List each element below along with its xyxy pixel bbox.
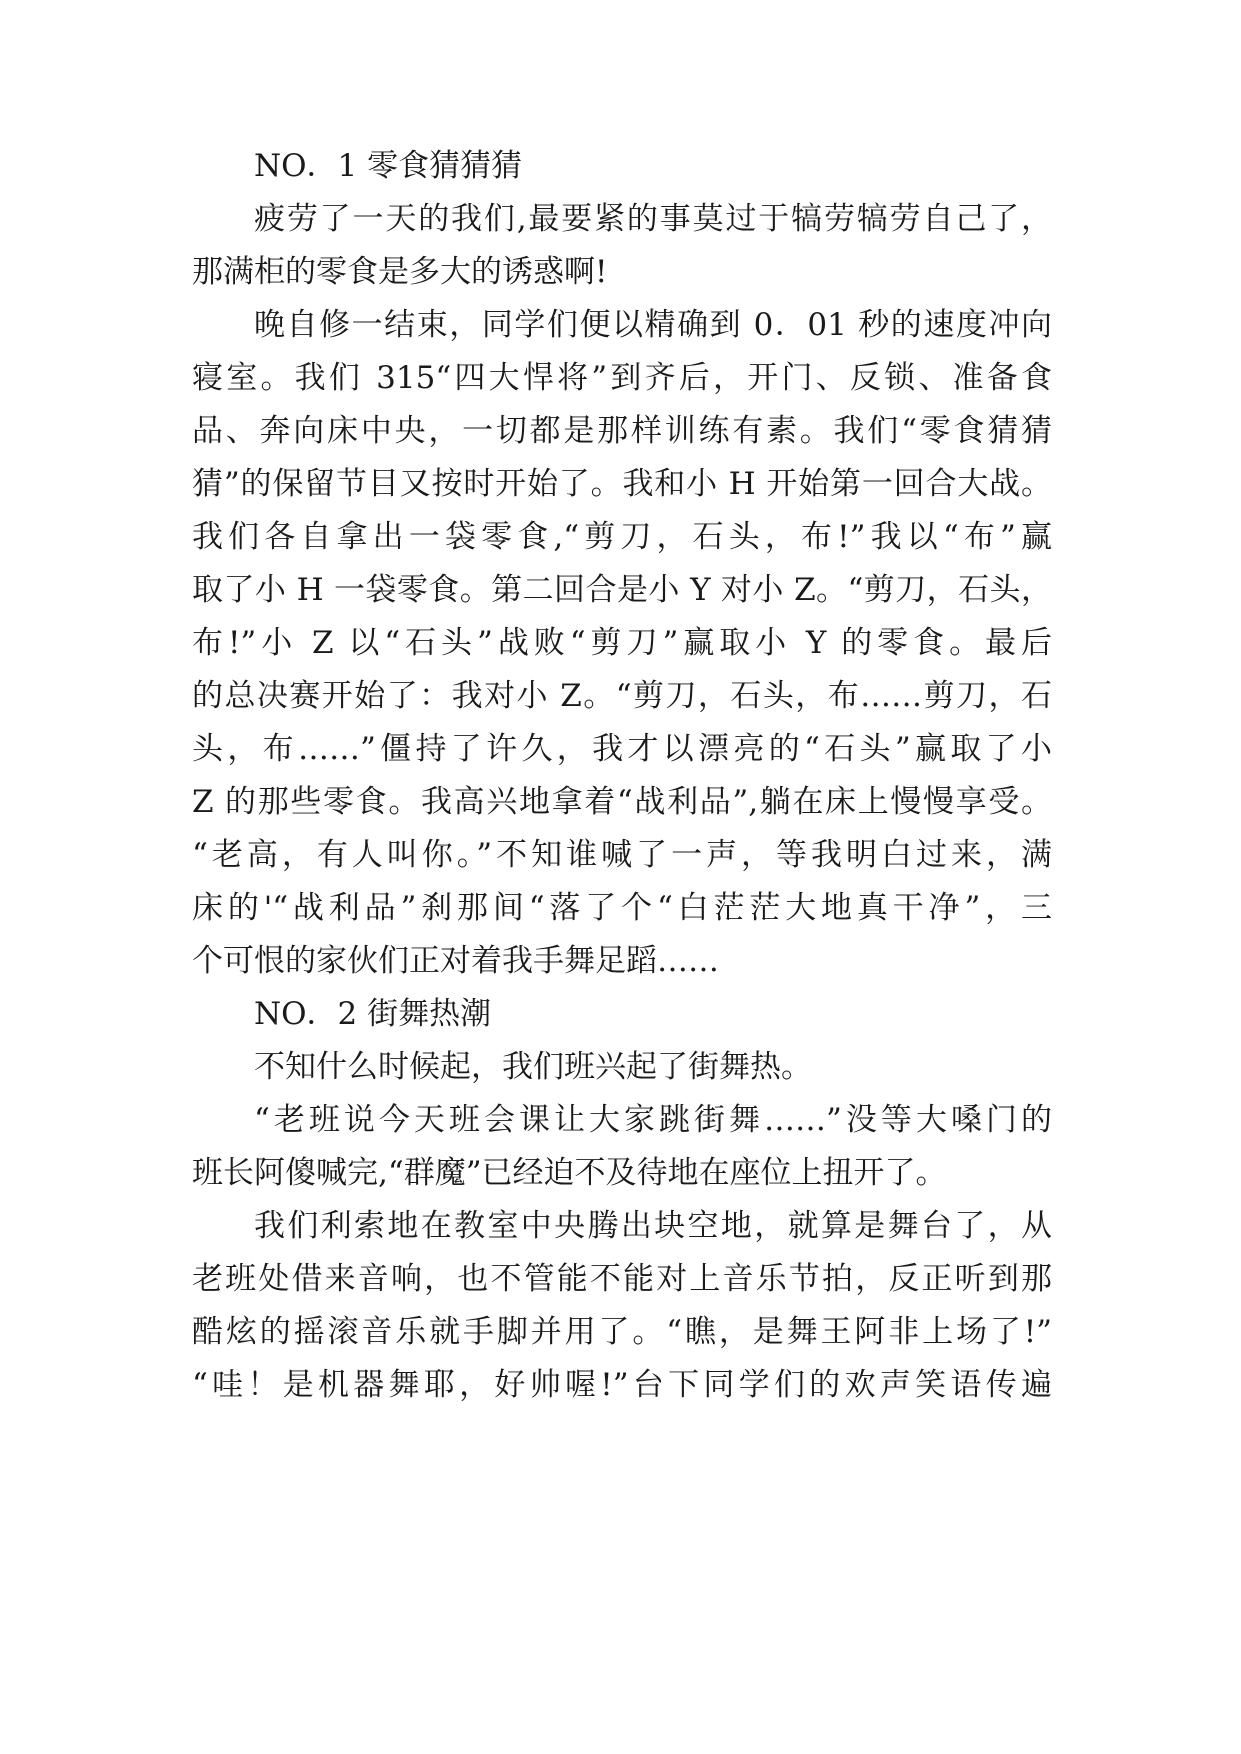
paragraph-line: 疲劳了一天的我们,最要紧的事莫过于犒劳犒劳自己了， <box>254 201 1052 237</box>
section-heading-1: NO．1 零食猜猜猜 <box>254 148 523 184</box>
paragraph-line: 不知什么时候起，我们班兴起了街舞热。 <box>254 1049 812 1085</box>
paragraph-line: 我们各自拿出一袋零食,“剪刀，石头，布!”我以“布”赢 <box>192 519 1052 555</box>
paragraph-line: 取了小 H 一袋零食。第二回合是小 Y 对小 Z。“剪刀，石头， <box>192 572 1052 608</box>
paragraph-line: 班长阿傻喊完,“群魔”已经迫不及待地在座位上扭开了。 <box>192 1155 947 1191</box>
paragraph-line: 晚自修一结束，同学们便以精确到 0．01 秒的速度冲向 <box>254 307 1052 343</box>
paragraph-line: 寝室。我们 315“四大悍将”到齐后，开门、反锁、准备食 <box>192 360 1052 396</box>
paragraph-line: Z 的那些零食。我高兴地拿着“战利品”,躺在床上慢慢享受。 <box>192 784 1052 820</box>
paragraph-line: 我们利索地在教室中央腾出块空地，就算是舞台了，从 <box>254 1208 1052 1244</box>
paragraph-line: 老班处借来音响，也不管能不能对上音乐节拍，反正听到那 <box>192 1261 1052 1297</box>
section-heading-2: NO．2 街舞热潮 <box>254 996 492 1032</box>
paragraph-line: 布!”小 Z 以“石头”战败“剪刀”赢取小 Y 的零食。最后 <box>192 625 1052 661</box>
paragraph-line: 的总决赛开始了：我对小 Z。“剪刀，石头，布……剪刀，石 <box>192 678 1052 714</box>
paragraph-line: “老班说今天班会课让大家跳街舞……”没等大嗓门的 <box>254 1102 1052 1138</box>
paragraph-line: 床的'“战利品”刹那间“落了个“白茫茫大地真干净”，三 <box>192 890 1052 926</box>
paragraph-line: 头，布……”僵持了许久，我才以漂亮的“石头”赢取了小 <box>192 731 1052 767</box>
paragraph-line: “老高，有人叫你。”不知谁喊了一声，等我明白过来，满 <box>192 837 1052 873</box>
paragraph-line: “哇！是机器舞耶，好帅喔!”台下同学们的欢声笑语传遍 <box>192 1367 1052 1403</box>
paragraph-line: 猜”的保留节目又按时开始了。我和小 H 开始第一回合大战。 <box>192 466 1052 502</box>
paragraph-line: 那满柜的零食是多大的诱惑啊! <box>192 254 608 290</box>
paragraph-line: 品、奔向床中央，一切都是那样训练有素。我们“零食猜猜 <box>192 413 1052 449</box>
paragraph-line: 酷炫的摇滚音乐就手脚并用了。“瞧，是舞王阿非上场了!” <box>192 1314 1052 1350</box>
paragraph-line: 个可恨的家伙们正对着我手舞足蹈…… <box>192 943 719 979</box>
